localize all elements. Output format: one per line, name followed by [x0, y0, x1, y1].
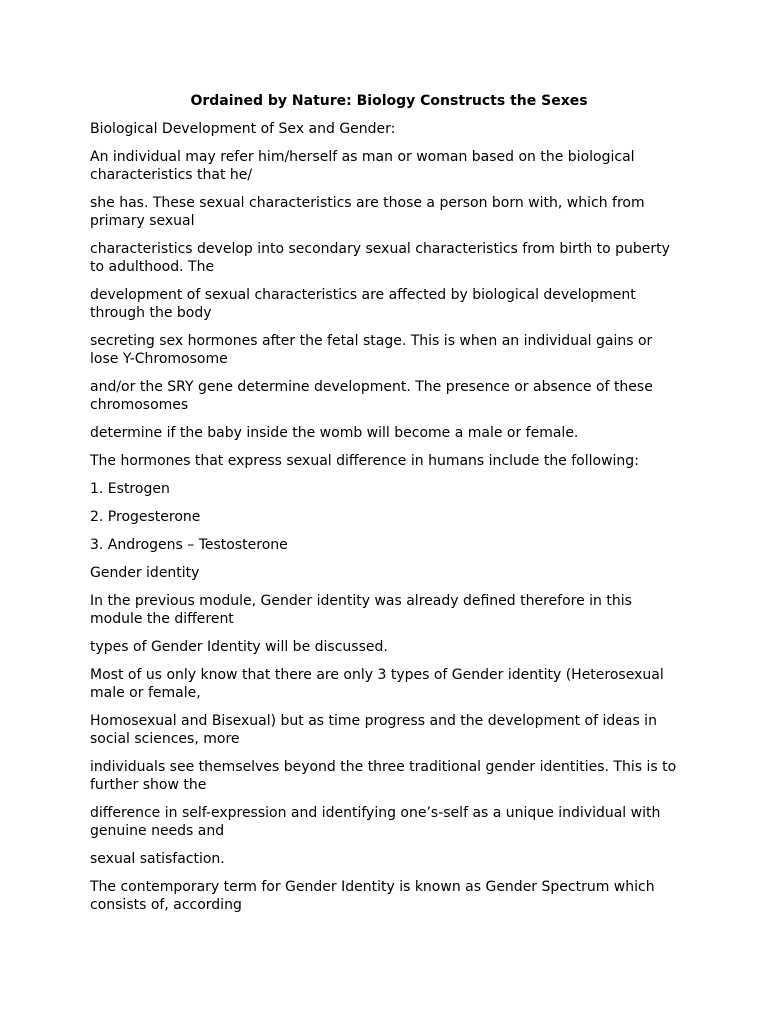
- paragraph: Homosexual and Bisexual) but as time progress and the development of ideas in social sciences, more: [90, 713, 657, 747]
- paragraph: An individual may refer him/herself as man or woman based on the biological characteristics that he/: [90, 149, 635, 183]
- paragraph: and/or the SRY gene determine development. The presence or absence of these chromosomes: [90, 379, 653, 413]
- paragraph: development of sexual characteristics are affected by biological development through the body: [90, 287, 636, 321]
- paragraph: sexual satisfaction.: [90, 851, 225, 867]
- paragraph: she has. These sexual characteristics are those a person born with, which from primary sexual: [90, 195, 645, 229]
- list-item-progesterone: 2. Progesterone: [90, 509, 201, 525]
- document-title: Ordained by Nature: Biology Constructs the Sexes: [190, 93, 588, 109]
- paragraph: In the previous module, Gender identity was already defined therefore in this module the different: [90, 593, 632, 627]
- paragraph: individuals see themselves beyond the three traditional gender identities. This is to further show the: [90, 759, 677, 793]
- paragraph: characteristics develop into secondary sexual characteristics from birth to puberty to adulthood. The: [90, 241, 670, 275]
- list-item-androgens: 3. Androgens – Testosterone: [90, 537, 288, 553]
- list-item-estrogen: 1. Estrogen: [90, 481, 170, 497]
- paragraph-heading-gender-identity: Gender identity: [90, 565, 200, 581]
- paragraph-heading-biological-development: Biological Development of Sex and Gender:: [90, 121, 396, 137]
- paragraph: Most of us only know that there are only 3 types of Gender identity (Heterosexual male or female,: [90, 667, 664, 701]
- paragraph: determine if the baby inside the womb will become a male or female.: [90, 425, 579, 441]
- paragraph: secreting sex hormones after the fetal stage. This is when an individual gains or lose Y-Chromosome: [90, 333, 653, 367]
- paragraph: The hormones that express sexual difference in humans include the following:: [90, 453, 639, 469]
- paragraph: The contemporary term for Gender Identity is known as Gender Spectrum which consists of, according: [90, 879, 655, 913]
- paragraph: types of Gender Identity will be discussed.: [90, 639, 388, 655]
- paragraph: difference in self-expression and identifying one’s-self as a unique individual with genuine needs and: [90, 805, 661, 839]
- document-page: [90, 92, 682, 924]
